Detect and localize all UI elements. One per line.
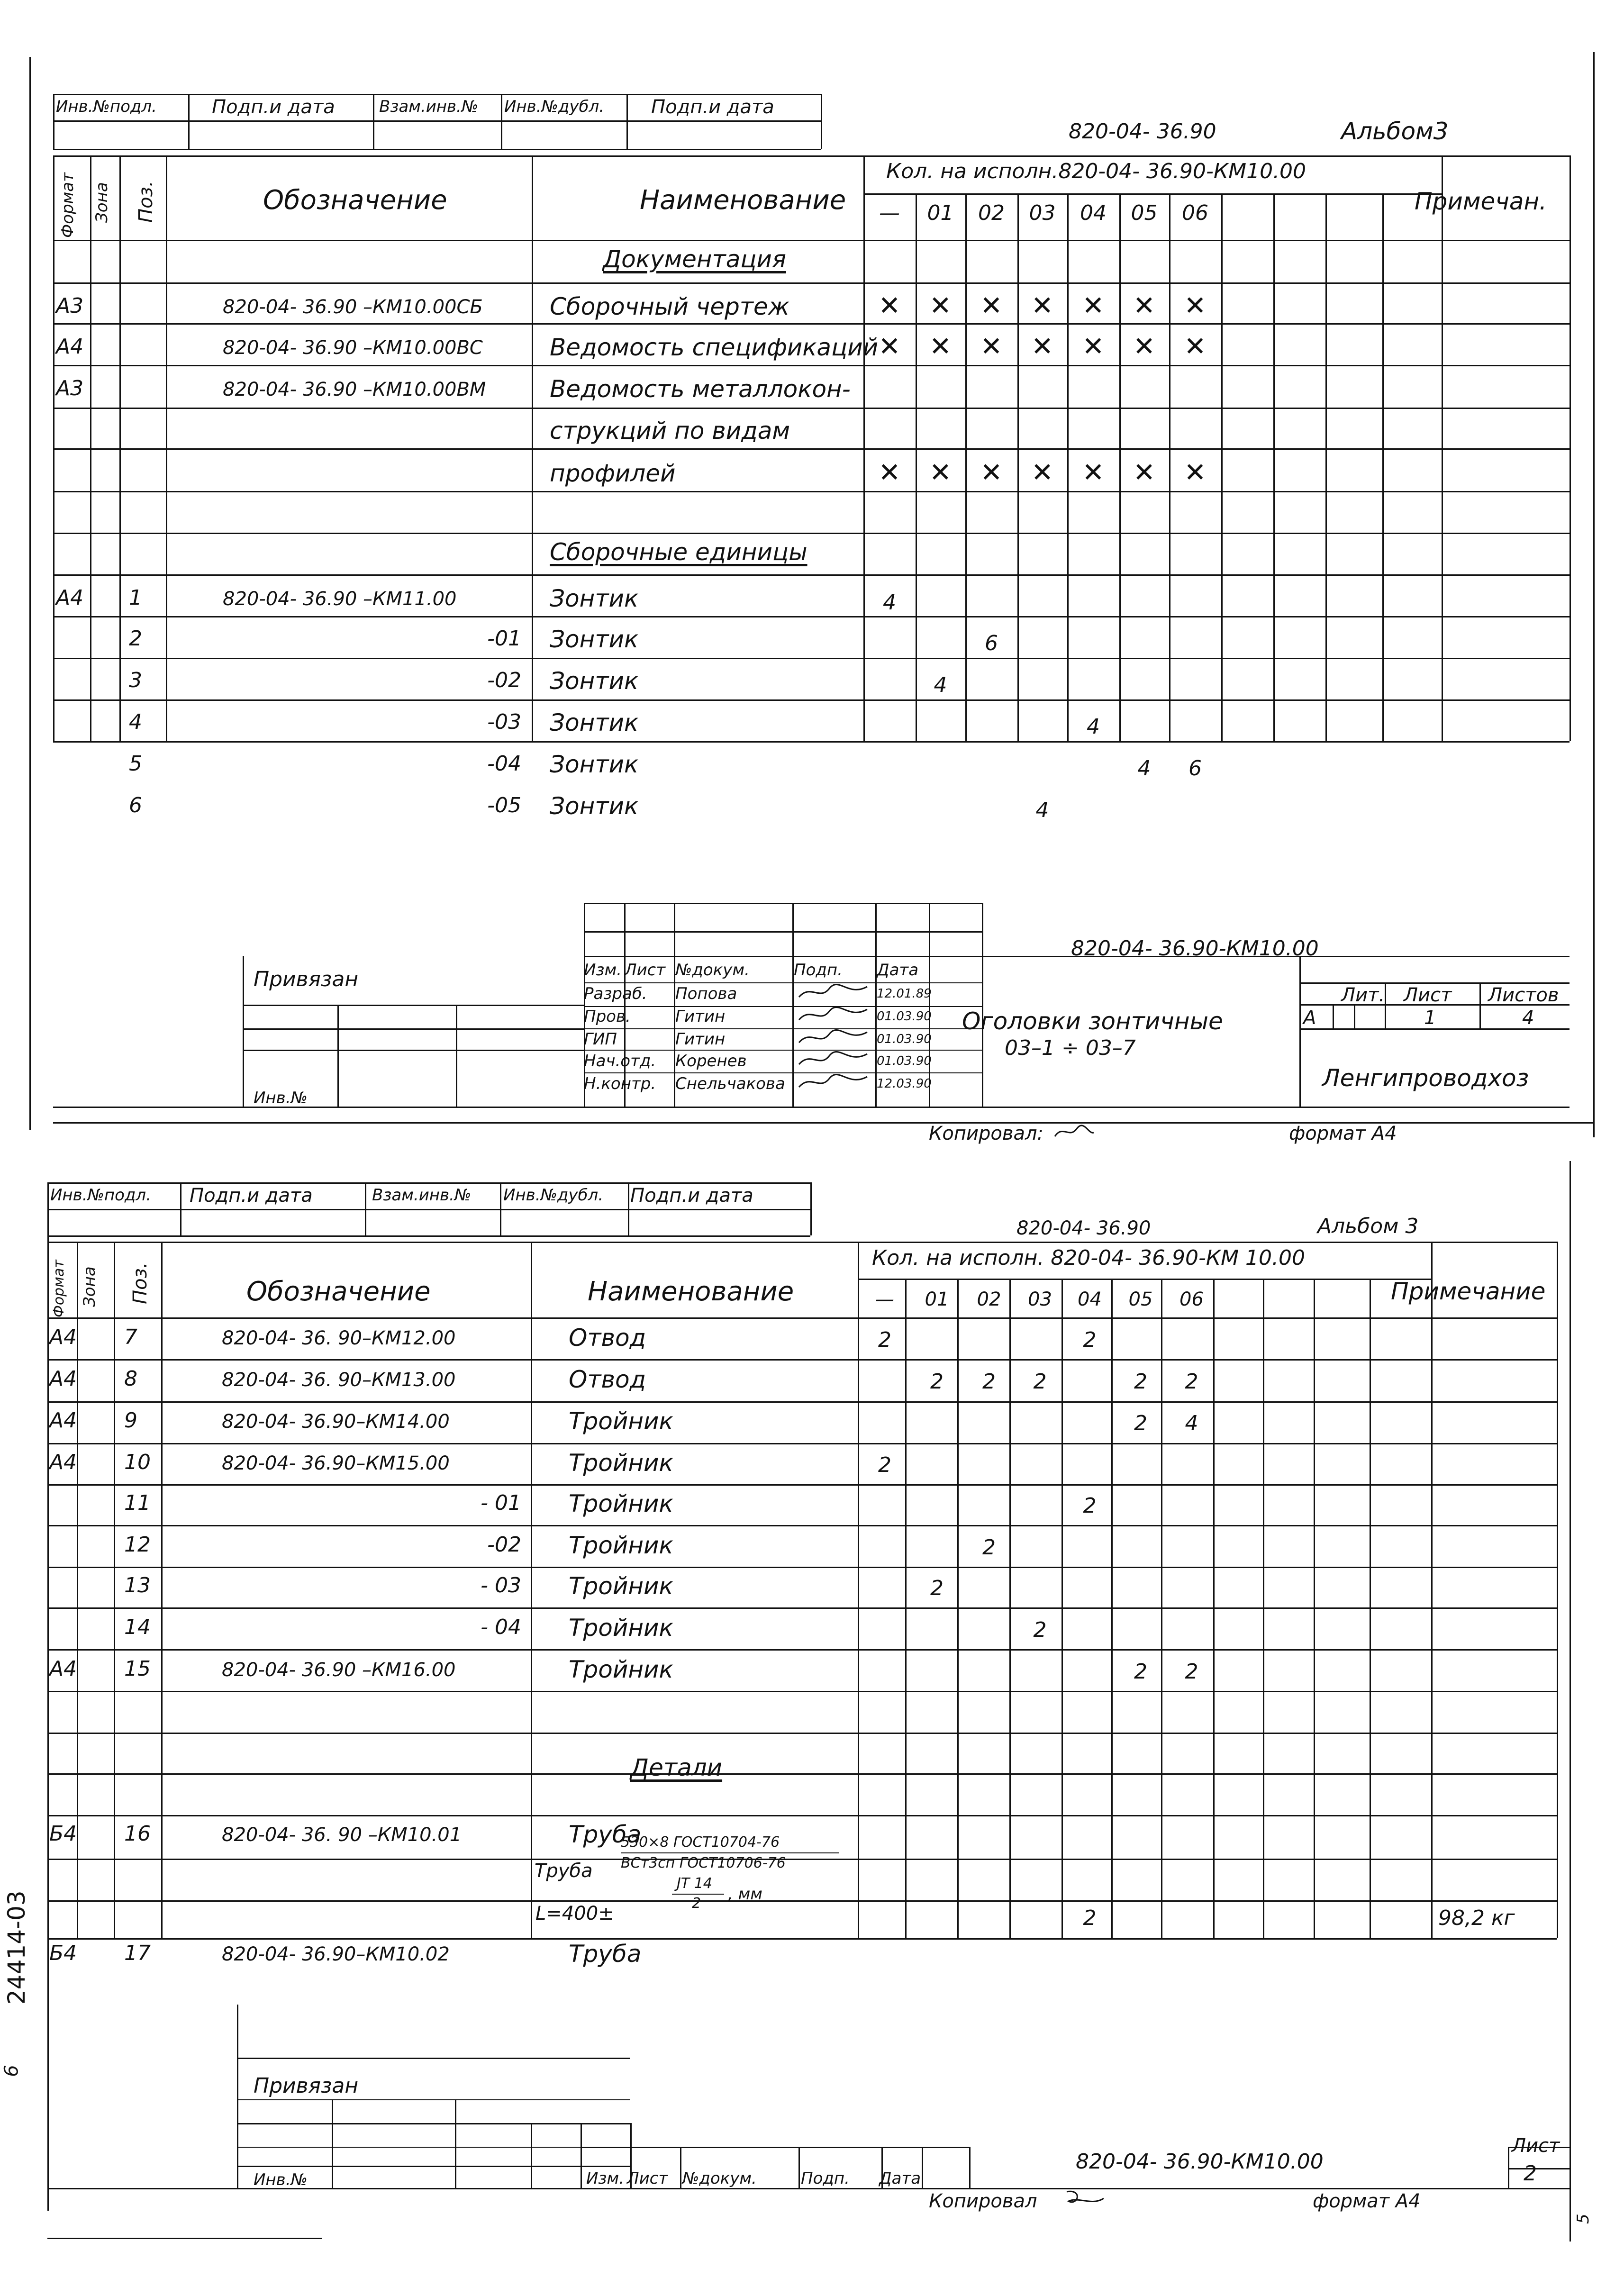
tb-lit: А — [1303, 1007, 1316, 1029]
row-position: 6 — [129, 793, 142, 817]
tb2-col-label: Дата — [879, 2169, 921, 2188]
row-name: Тройник — [569, 1532, 673, 1559]
cross-mark-icon: ✕ — [980, 331, 1003, 362]
cross-mark-icon: ✕ — [980, 457, 1003, 488]
tb-col-label: Изм. — [584, 961, 622, 980]
row-qty: 2 — [1033, 1370, 1047, 1394]
cross-mark-icon: ✕ — [1184, 331, 1207, 362]
exec-col-header: 04 — [1080, 201, 1107, 225]
tb-sheets: 4 — [1522, 1007, 1534, 1029]
row-position: 16 — [124, 1822, 151, 1846]
copied-signature-icon-2 — [1064, 2187, 1107, 2209]
row-position: 8 — [124, 1367, 137, 1391]
cross-mark-icon: ✕ — [1031, 457, 1053, 488]
right-border — [1593, 52, 1595, 1137]
tb-sheets-label: Листов — [1488, 984, 1559, 1006]
row-qty: 4 — [934, 673, 947, 697]
tb2-sheet-label: Лист — [1512, 2135, 1560, 2157]
tb-date: 12.03.90 — [877, 1077, 932, 1091]
row-name: Труба — [569, 1821, 642, 1848]
row-name: Тройник — [569, 1572, 673, 1600]
row-name: Ведомость спецификаций — [550, 334, 879, 361]
album-label: Альбом3 — [1341, 118, 1449, 145]
exec-col-header: 02 — [978, 201, 1005, 225]
cross-mark-icon: ✕ — [1082, 457, 1105, 488]
row-name: Тройник — [569, 1407, 673, 1435]
row-name: Зонтик — [550, 626, 639, 653]
cross-mark-icon: ✕ — [1184, 290, 1207, 321]
row-designation: -03 — [487, 710, 521, 734]
header-zone: Зона — [92, 182, 111, 223]
row-qty: 2 — [1033, 1618, 1047, 1642]
row-qty: 2 — [982, 1370, 996, 1394]
header-note: Примечан. — [1415, 188, 1547, 215]
row-designation: 820-04- 36.90 –КМ11.00 — [223, 588, 457, 610]
tb-role: Н.контр. — [584, 1074, 656, 1093]
row-name: Ведомость металлокон- — [550, 375, 851, 403]
row-format: А4 — [56, 335, 84, 359]
header2-pos: Поз. — [129, 1262, 151, 1304]
tb2-inv-no: Инв.№ — [254, 2170, 308, 2189]
tb-sheet-label: Лист — [1404, 984, 1452, 1006]
tolerance-unit: , мм — [728, 1885, 762, 1904]
tolerance-top: JT 14 — [677, 1875, 712, 1892]
spec-table-2 — [47, 1242, 1557, 2000]
cross-mark-icon: ✕ — [980, 290, 1003, 321]
signature-icon — [796, 1028, 872, 1047]
section-assemblies: Сборочные единицы — [550, 538, 807, 566]
row-position: 7 — [124, 1325, 137, 1349]
stamp2-inv-dubl: Инв.№дубл. — [503, 1186, 604, 1205]
row-designation: - 04 — [481, 1615, 521, 1639]
tb-col-label: Лист — [625, 961, 666, 980]
row-designation: 820-04- 36.90–КМ14.00 — [222, 1411, 450, 1433]
row-name: Тройник — [569, 1490, 673, 1517]
stamp-vzam-inv: Взам.инв.№ — [379, 97, 479, 116]
row-format: А3 — [56, 376, 84, 400]
cross-mark-icon: ✕ — [929, 290, 952, 321]
cross-mark-icon: ✕ — [1133, 457, 1155, 488]
cross-mark-icon: ✕ — [1031, 290, 1053, 321]
tb-title-2: 03–1 ÷ 03–7 — [1005, 1036, 1136, 1060]
stamp-header-2 — [47, 1182, 810, 1235]
tb-person: Гитин — [675, 1030, 726, 1049]
tb2-col-label: Лист — [627, 2169, 668, 2188]
spec-table — [53, 155, 1570, 847]
tb2-bound: Привязан — [254, 2074, 359, 2098]
row-qty: 2 — [930, 1370, 944, 1394]
row-qty: 2 — [982, 1535, 996, 1560]
header2-note: Примечание — [1391, 1278, 1546, 1305]
row-position: 13 — [124, 1573, 151, 1597]
side-num: 6 — [0, 2065, 23, 2077]
tb-role: Разраб. — [584, 984, 647, 1003]
row-name: Тройник — [569, 1656, 673, 1683]
row-format: А4 — [56, 586, 84, 610]
row-format: А4 — [49, 1450, 77, 1474]
row-qty: 2 — [1083, 1328, 1097, 1352]
row-qty: 6 — [985, 631, 998, 655]
row-designation: 820-04- 36. 90–КМ13.00 — [222, 1369, 456, 1391]
tb-sheet: 1 — [1424, 1007, 1436, 1029]
row-format: А3 — [56, 294, 84, 318]
tb-title-1: Оголовки зонтичные — [962, 1007, 1223, 1035]
tb-person: Гитин — [675, 1007, 726, 1026]
row-name: Труба — [569, 1940, 642, 1968]
row-position: 15 — [124, 1657, 151, 1681]
right-border-2 — [1570, 1161, 1571, 2242]
signature-icon — [796, 1073, 872, 1092]
row-name: Тройник — [569, 1449, 673, 1477]
header2-name: Наименование — [588, 1276, 794, 1307]
stamp-podp-data-2: Подп.и дата — [651, 96, 774, 118]
exec-col-header: 02 — [977, 1289, 1001, 1310]
row-qty: 2 — [878, 1453, 891, 1477]
section-details: Детали — [630, 1754, 723, 1781]
row-qty: 4 — [1185, 1411, 1198, 1435]
row-position: 3 — [129, 668, 142, 692]
row-name: Труба — [535, 1860, 593, 1882]
cross-mark-icon: ✕ — [878, 331, 901, 362]
tb2-col-label: №докум. — [682, 2169, 757, 2188]
row-designation: - 01 — [481, 1491, 521, 1515]
tb-org: Ленгипроводхоз — [1322, 1064, 1529, 1092]
row-name: Зонтик — [550, 751, 639, 778]
pipe-spec-bottom: ВСт3сп ГОСТ10706-76 — [621, 1855, 786, 1871]
pipe-spec-top: 530×8 ГОСТ10704-76 — [621, 1834, 780, 1851]
row-qty: 2 — [1134, 1411, 1147, 1435]
exec-col-header: 03 — [1028, 1289, 1052, 1310]
row-name: Зонтик — [550, 667, 639, 695]
tb2-code: 820-04- 36.90-КМ10.00 — [1076, 2150, 1324, 2174]
stamp-inv-podl: Инв.№подл. — [56, 97, 157, 116]
row-format: А4 — [49, 1367, 77, 1391]
row-name: L=400± — [535, 1903, 614, 1924]
row-position: 10 — [124, 1450, 151, 1474]
tb-bound: Привязан — [254, 967, 359, 991]
tb-code: 820-04- 36.90-КМ10.00 — [1071, 936, 1319, 961]
row-designation: 820-04- 36.90–КМ10.02 — [222, 1943, 450, 1965]
exec-col-header: 01 — [925, 1289, 949, 1310]
left-border — [29, 57, 31, 1130]
cross-mark-icon: ✕ — [1133, 290, 1155, 321]
row-qty: 4 — [1137, 756, 1151, 780]
signature-icon — [796, 1050, 872, 1069]
cross-mark-icon: ✕ — [1031, 331, 1053, 362]
row-position: 11 — [124, 1491, 151, 1515]
row-format: А4 — [49, 1408, 77, 1433]
tb-date: 01.03.90 — [877, 1032, 932, 1046]
exec-col-header: 06 — [1179, 1289, 1204, 1310]
header-designation: Обозначение — [263, 185, 447, 216]
row-name: Сборочный чертеж — [550, 293, 789, 320]
row-note: 98,2 кг — [1438, 1906, 1515, 1930]
tb-role: Пров. — [584, 1007, 631, 1026]
row-qty: 2 — [1185, 1370, 1198, 1394]
row-designation: 820-04- 36.90–КМ15.00 — [222, 1452, 450, 1474]
tolerance-bottom: 2 — [692, 1895, 701, 1912]
tb2-col-label: Подп. — [801, 2169, 850, 2188]
cross-mark-icon: ✕ — [1082, 290, 1105, 321]
row-qty: 4 — [1087, 715, 1100, 739]
row-name: профилей — [550, 460, 676, 487]
row-qty: 4 — [1035, 798, 1049, 822]
row-position: 1 — [129, 586, 142, 610]
project-code-2: 820-04- 36.90 — [1016, 1217, 1151, 1239]
exec-col-header: 05 — [1131, 201, 1158, 225]
row-position: 4 — [129, 710, 142, 734]
row-designation: 820-04- 36.90 –КМ10.00ВМ — [223, 379, 486, 400]
tb-date: 01.03.90 — [877, 1054, 932, 1068]
header-qty-title: Кол. на исполн.820-04- 36.90-КМ10.00 — [886, 159, 1306, 183]
row-format: Б4 — [49, 1941, 77, 1965]
exec-col-header: 05 — [1128, 1289, 1153, 1310]
tb-date: 01.03.90 — [877, 1009, 932, 1024]
row-position: 14 — [124, 1615, 151, 1639]
row-position: 5 — [129, 752, 142, 776]
row-name: Тройник — [569, 1614, 673, 1642]
tb-col-label: Подп. — [794, 961, 843, 980]
tb-format: формат А4 — [1289, 1123, 1397, 1144]
row-qty: 2 — [1134, 1660, 1147, 1684]
row-qty: 2 — [1134, 1370, 1147, 1394]
bottom-stub-line — [47, 2238, 322, 2239]
tb-inv-no: Инв.№ — [254, 1089, 308, 1107]
cross-mark-icon: ✕ — [878, 457, 901, 488]
row-designation: -02 — [487, 1533, 521, 1557]
cross-mark-icon: ✕ — [1133, 331, 1155, 362]
row-designation: -02 — [487, 668, 521, 692]
row-format: А4 — [49, 1657, 77, 1681]
header2-qty-title: Кол. на исполн. 820-04- 36.90-КМ 10.00 — [872, 1246, 1306, 1270]
row-name: струкций по видам — [550, 417, 790, 445]
row-format: Б4 — [49, 1822, 77, 1846]
section-docs: Документация — [603, 245, 786, 273]
stamp-podp-data: Подп.и дата — [212, 96, 335, 118]
exec-col-header: 04 — [1078, 1289, 1102, 1310]
stamp2-vzam-inv: Взам.инв.№ — [372, 1186, 472, 1205]
tb-person: Коренев — [675, 1052, 747, 1071]
tb-role: Нач.отд. — [584, 1052, 656, 1071]
cross-mark-icon: ✕ — [878, 290, 901, 321]
stamp2-podp-data-2: Подп.и дата — [630, 1185, 753, 1207]
corner-num: 5 — [1573, 2214, 1593, 2224]
row-qty: 2 — [1185, 1660, 1198, 1684]
row-designation: 820-04- 36. 90 –КМ10.01 — [222, 1824, 462, 1846]
row-name: Отвод — [569, 1324, 646, 1352]
header2-format: Формат — [51, 1260, 67, 1317]
tb2-col-label: Изм. — [586, 2169, 624, 2188]
row-position: 17 — [124, 1941, 151, 1965]
header2-designation: Обозначение — [246, 1276, 431, 1307]
exec-col-header: — — [875, 1289, 894, 1310]
row-name: Зонтик — [550, 709, 639, 736]
tb-copied: Копировал: — [929, 1123, 1044, 1144]
row-designation: -05 — [487, 793, 521, 817]
tb2-format: формат А4 — [1313, 2190, 1421, 2212]
row-qty: 6 — [1189, 756, 1202, 780]
album-label-2: Альбом 3 — [1317, 1214, 1419, 1238]
exec-col-header: 01 — [927, 201, 954, 225]
tb-date: 12.01.89 — [877, 987, 932, 1001]
row-designation: 820-04- 36. 90–КМ12.00 — [222, 1327, 456, 1349]
tb-col-label: Дата — [877, 961, 919, 980]
header-name: Наименование — [640, 185, 846, 216]
tb-role: ГИП — [584, 1030, 617, 1049]
row-designation: 820-04- 36.90 –КМ16.00 — [222, 1659, 456, 1681]
row-designation: - 03 — [481, 1573, 521, 1597]
tb-person: Снельчакова — [675, 1074, 785, 1093]
row-position: 2 — [129, 626, 142, 651]
cross-mark-icon: ✕ — [1184, 457, 1207, 488]
stamp2-podp-data: Подп.и дата — [190, 1185, 313, 1207]
row-name: Отвод — [569, 1366, 646, 1393]
stamp-inv-dubl: Инв.№дубл. — [504, 97, 605, 116]
row-designation: -01 — [487, 626, 521, 651]
stamp-header — [53, 94, 821, 149]
copied-signature-icon — [1053, 1122, 1096, 1141]
exec-col-header: — — [879, 201, 900, 225]
row-qty: 2 — [930, 1576, 944, 1600]
signature-icon — [796, 983, 872, 1002]
stamp2-inv-podl: Инв.№подл. — [50, 1186, 151, 1205]
tb2-sheet: 2 — [1524, 2161, 1537, 2186]
row-name: Зонтик — [550, 585, 639, 612]
cross-mark-icon: ✕ — [929, 331, 952, 362]
project-code: 820-04- 36.90 — [1069, 119, 1216, 144]
row-name: Зонтик — [550, 792, 639, 820]
row-qty: 2 — [1083, 1906, 1097, 1930]
exec-col-header: 03 — [1029, 201, 1056, 225]
header-format: Формат — [58, 172, 77, 238]
row-designation: 820-04- 36.90 –КМ10.00ВС — [223, 337, 483, 359]
row-position: 9 — [124, 1408, 137, 1433]
header-pos: Поз. — [135, 181, 157, 223]
cross-mark-icon: ✕ — [1082, 331, 1105, 362]
tb-lit-label: Лит. — [1341, 984, 1385, 1006]
cross-mark-icon: ✕ — [929, 457, 952, 488]
row-position: 12 — [124, 1533, 151, 1557]
row-format: А4 — [49, 1325, 77, 1349]
header2-zone: Зона — [80, 1266, 99, 1307]
tb2-copied: Копировал — [929, 2190, 1037, 2212]
side-code: 24414-03 — [3, 1890, 30, 2005]
row-qty: 2 — [878, 1328, 891, 1352]
row-qty: 2 — [1083, 1494, 1097, 1518]
tb-person: Попова — [675, 984, 737, 1003]
exec-col-header: 06 — [1182, 201, 1208, 225]
row-designation: -04 — [487, 752, 521, 776]
signature-icon — [796, 1006, 872, 1025]
tb-col-label: №докум. — [675, 961, 750, 980]
row-qty: 4 — [883, 590, 896, 615]
row-designation: 820-04- 36.90 –КМ10.00СБ — [223, 296, 483, 318]
